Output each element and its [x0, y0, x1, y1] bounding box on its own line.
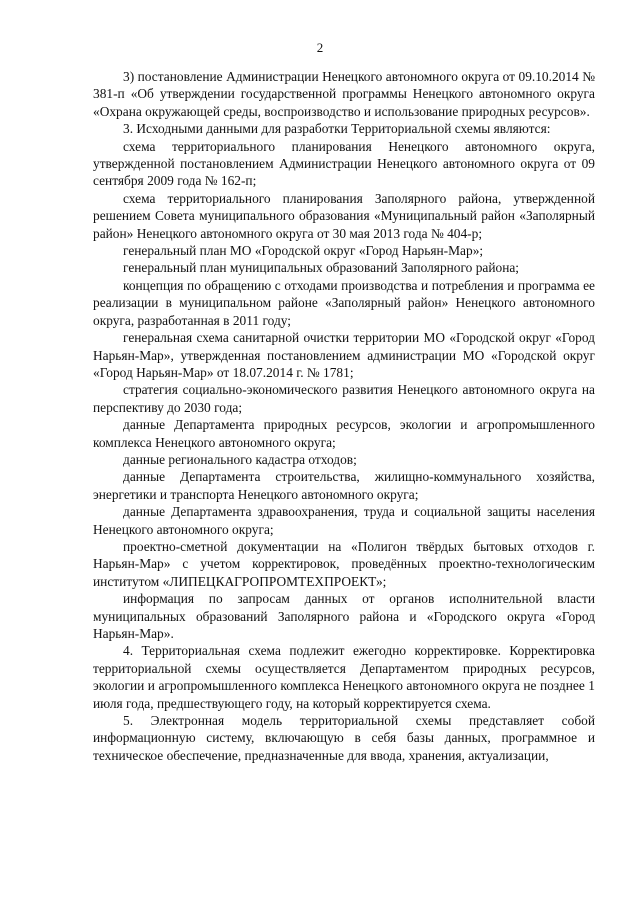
list-item-waste-concept: концепция по обращению с отходами производства и потребления и программа ее реализации в муниципальном районе «Заполярный район» Ненецкого автономного округа, разработанная в 2011 году; [93, 277, 595, 328]
list-item-landfill-documentation: проектно-сметной документации на «Полигон твёрдых бытовых отходов г. Нарьян-Мар» с учетом корректировок, проведённых проектно-технологическим институтом «ЛИПЕЦКАГРОПРОМТЕХПРОЕКТ»; [93, 538, 595, 589]
list-item-construction-data: данные Департамента строительства, жилищно-коммунального хозяйства, энергетики и транспорта Ненецкого автономного округа; [93, 469, 595, 502]
list-item-natural-resources-data: данные Департамента природных ресурсов, экологии и агропромышленного комплекса Ненецкого автономного округа; [93, 417, 595, 450]
list-item-municipal-general-plan: генеральный план муниципальных образований Заполярного района; [123, 260, 520, 276]
list-item-district-planning-scheme: схема территориального планирования Заполярного района, утвержденной решением Совета муниципального образования «Муниципальный район «Заполярный район» Ненецкого автономного округа от 30 мая 2013 года № 404-р; [93, 190, 595, 241]
document-body [93, 68, 595, 764]
list-item-development-strategy: стратегия социально-экономического развития Ненецкого автономного округа на перспективу до 2030 года; [93, 382, 595, 415]
paragraph-regulation: 3) постановление Администрации Ненецкого автономного округа от 09.10.2014 № 381-п «Об утверждении государственной программы Ненецкого автономного округа «Охрана окружающей среды, воспроизводство и использование природных ресурсов». [93, 69, 595, 119]
list-item-okrug-planning-scheme: схема территориального планирования Ненецкого автономного округа, утвержденной постановлением Администрации Ненецкого автономного округа от 09 сентября 2009 года № 162-п; [93, 138, 595, 189]
list-item-sanitary-cleaning-scheme: генеральная схема санитарной очистки территории МО «Городской округ «Город Нарьян-Мар», утвержденная постановлением администрации МО «Городской округ «Город Нарьян-Мар» от 18.07.2014 г. № 1781; [93, 330, 595, 380]
page-number: 2 [316, 40, 324, 55]
paragraph-electronic-model: 5. Электронная модель территориальной схемы представляет собой информационную систему, включающую в себя базы данных, программное и техническое обеспечение, предназначенные для ввода, хранения, актуализации, [93, 713, 595, 763]
paragraph-source-data-heading: 3. Исходными данными для разработки Территориальной схемы являются: [123, 121, 551, 137]
list-item-city-general-plan: генеральный план МО «Городской округ «Город Нарьян-Мар»; [123, 243, 484, 259]
paragraph-annual-adjustment: 4. Территориальная схема подлежит ежегодно корректировке. Корректировка территориальной схемы осуществляется Департаментом природных ресурсов, экологии и агропромышленного комплекса Ненецкого автономного округа не позднее 1 июля года, предшествующего году, на который корректируется схема. [93, 643, 595, 711]
list-item-waste-cadastre-data: данные регионального кадастра отходов; [123, 451, 357, 467]
list-item-healthcare-data: данные Департамента здравоохранения, труда и социальной защиты населения Ненецкого автономного округа; [93, 504, 595, 537]
list-item-authority-requests: информация по запросам данных от органов исполнительной власти муниципальных образований Заполярного района и «Городского округа «Город Нарьян-Мар». [93, 591, 595, 641]
